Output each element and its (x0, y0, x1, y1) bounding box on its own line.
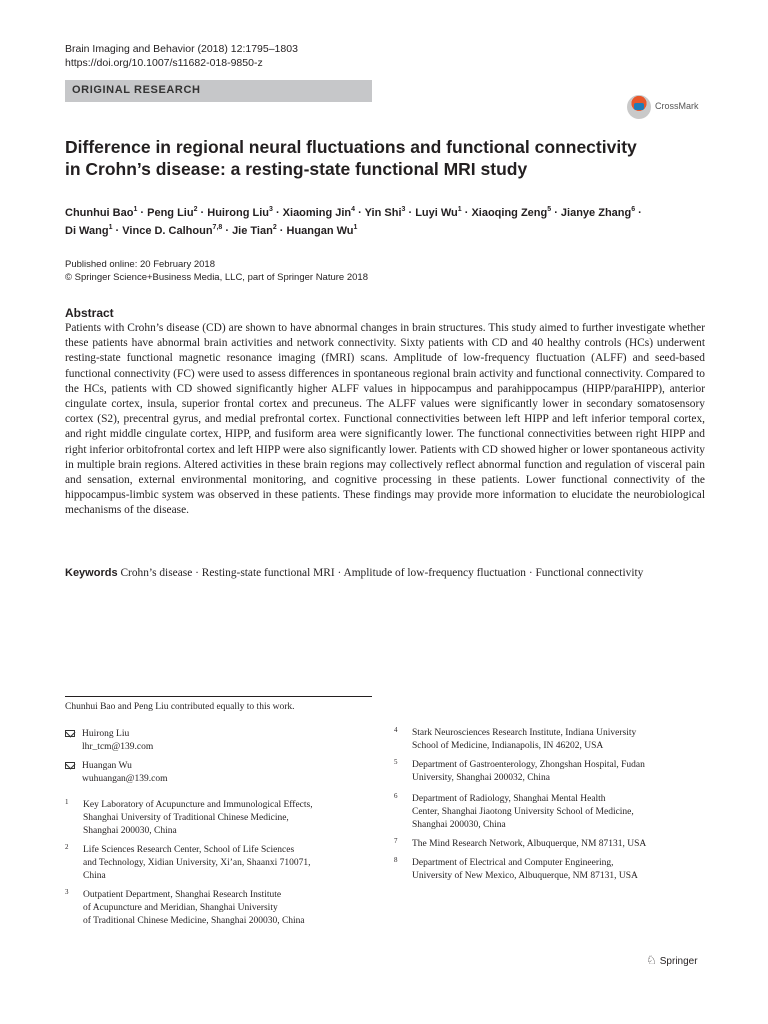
affiliation-line: of Traditional Chinese Medicine, Shanghai 200030, China (83, 916, 305, 926)
affiliation-line: University, Shanghai 200032, China (412, 773, 550, 783)
abstract-body: Patients with Crohn’s disease (CD) are shown to have abnormal changes in brain structures. This study aimed to further investigate whether these patients have abnormal brain activities and network connectivity. Sixty patients with CD and 40 healthy controls (HCs) underwent resting-state functional magnetic resonance imaging (fMRI) scans. Amplitude of low-frequency fluctuation (ALFF) and seed-based functional connectivity (FC) were used to assess differences in spontaneous regional brain activity and functional connectivity. Compared to the HCs, patients with CD showed significantly higher ALFF values in hippocampus and parahippocampus (HIPP/paraHIPP), anterior cingulate cortex, insula, superior frontal cortex and precuneus. The ALFF values were significantly lower in secondary somatosensory cortex (S2), precentral gyrus, and medial prefrontal cortex. Functional connectivities between left HIPP and left inferior temporal cortex, and right middle cingulate cortex, HIPP, and fusiform area were significantly lower. The functional connectivities between right HIPP and right inferior orbitofrontal cortex and left HIPP were also significantly lower. Patients with CD showed higher or lower spontaneous activity in multiple brain regions. Altered activities in these brain regions may collectively reflect abnormal function and regulation of visceral pain and sensation, external environmental monitoring, and cognitive processing in these patients. Lower functional connectivity of the hippocampus-limbic system was observed in these patients. These findings may provide more information to elucidate the neurobiological mechanisms of the disease. (65, 322, 705, 517)
affiliation-line: The Mind Research Network, Albuquerque, NM 87131, USA (412, 839, 647, 849)
author-affiliation-mark: 6 (631, 206, 636, 213)
copyright-notice: © Springer Science+Business Media, LLC, part of Springer Nature 2018 (65, 272, 368, 283)
affiliation-line: School of Medicine, Indianapolis, IN 46202, USA (412, 741, 604, 751)
author-affiliation-mark: 1 (133, 206, 138, 213)
equal-contribution-note: Chunhui Bao and Peng Liu contributed equally to this work. (65, 702, 295, 712)
corresponding-author (65, 760, 365, 788)
section-band (65, 80, 372, 102)
author (207, 207, 273, 219)
affiliation (394, 759, 694, 785)
corresponding-author-email[interactable]: lhr_tcm@139.com (82, 742, 154, 752)
author (65, 207, 137, 219)
affiliation-number: 6 (394, 792, 398, 800)
affiliation (65, 844, 365, 883)
author-name: Peng Liu (147, 207, 194, 219)
author (415, 207, 461, 219)
affiliation-line: Department of Radiology, Shanghai Mental Health (412, 794, 606, 804)
author-list: Chunhui Bao$^1$ · Peng Liu$^2$ · Huirong Liu$^3$ · Xiaoming Jin$^4$ · Yin Shi$^3$ · Luyi $Wu^1$ · Xiaoqing Zeng$^5$ · Jianye Zhang$^6$ · Di Wang$^1$ · Vince D. Calhoun$^{7,8}$ · Jie Tian$^2$ · Huangan Wu$^1$ (65, 206, 642, 237)
author-affiliation-mark: 1 (457, 206, 462, 213)
crossmark-icon (627, 95, 651, 119)
publisher-logo (646, 953, 698, 967)
affiliation (394, 793, 694, 832)
author (122, 225, 222, 237)
affiliation-line: Outpatient Department, Shanghai Research Institute (83, 890, 282, 900)
author (232, 225, 277, 237)
corresponding-author-name: Huangan Wu (82, 761, 132, 771)
author-affiliation-mark: 1 (108, 224, 113, 231)
affiliation-number: 4 (394, 726, 398, 734)
author (287, 225, 358, 237)
envelope-icon (65, 730, 75, 737)
affiliation-number: 7 (394, 837, 398, 845)
footnote-divider (65, 696, 372, 697)
author-affiliation-mark: 2 (272, 224, 277, 231)
title-line-2: in Crohn’s disease: a resting-state functional MRI study (65, 159, 528, 179)
title-line-1: Difference in regional neural fluctuations and functional connectivity (65, 137, 637, 157)
author (147, 207, 197, 219)
article-title (65, 136, 705, 180)
affiliation-line: University of New Mexico, Albuquerque, NM 87131, USA (412, 871, 638, 881)
affiliation-line: Center, Shanghai Jiaotong University School of Medicine, (412, 807, 634, 817)
affiliation (65, 799, 365, 838)
keywords-text: Crohn’s disease · Resting-state functional MRI · Amplitude of low-frequency fluctuation · Functional connectivity (120, 567, 644, 579)
author-affiliation-mark: 4 (351, 206, 356, 213)
corresponding-author (65, 728, 365, 756)
author (365, 207, 406, 219)
abstract-heading: Abstract (65, 306, 114, 320)
affiliation-line: Shanghai 200030, China (412, 820, 506, 830)
author (561, 207, 635, 219)
affiliation-line: China (83, 871, 106, 881)
author-affiliation-mark: 1 (353, 224, 358, 231)
author-name: Jianye Zhang (560, 207, 632, 219)
affiliation-number: 5 (394, 758, 398, 766)
journal-header (65, 42, 298, 70)
affiliation (394, 838, 694, 851)
author-name: Huangan Wu (286, 225, 354, 237)
author-name: Yin Shi (364, 207, 402, 219)
author-name: Jie Tian (232, 225, 273, 237)
publication-info (65, 258, 368, 284)
affiliation-line: Key Laboratory of Acupuncture and Immunological Effects, (83, 800, 313, 810)
affiliation (65, 889, 365, 928)
author (471, 207, 551, 219)
corresponding-author-name: Huirong Liu (82, 729, 130, 739)
published-date: Published online: 20 February 2018 (65, 259, 215, 270)
affiliation-line: Stark Neurosciences Research Institute, Indiana University (412, 728, 637, 738)
affiliation (394, 727, 694, 753)
author-name: Luyi Wu (415, 207, 458, 219)
springer-horse-icon: ♘ (646, 953, 657, 967)
affiliation-line: Department of Electrical and Computer Engineering, (412, 858, 614, 868)
affiliation-line: Shanghai 200030, China (83, 826, 177, 836)
affiliation-line: Life Sciences Research Center, School of Life Sciences (83, 845, 295, 855)
crossmark-label: CrossMark (655, 101, 699, 111)
affiliation-number: 1 (65, 798, 69, 806)
author-name: Di Wang (65, 225, 109, 237)
keywords (65, 566, 705, 582)
affiliation-number: 8 (394, 856, 398, 864)
author (65, 225, 113, 237)
keywords-label: Keywords (65, 567, 118, 579)
author-affiliation-mark: 5 (547, 206, 552, 213)
crossmark-badge[interactable] (627, 92, 705, 122)
author (283, 207, 355, 219)
doi-link[interactable]: https://doi.org/10.1007/s11682-018-9850-z (65, 57, 263, 69)
publisher-name: Springer (659, 956, 698, 967)
affiliation-number: 3 (65, 888, 69, 896)
author-name: Chunhui Bao (65, 207, 134, 219)
affiliation-number: 2 (65, 843, 69, 851)
affiliation (394, 857, 694, 883)
author-affiliation-mark: 3 (268, 206, 273, 213)
affiliation-line: Department of Gastroenterology, Zhongshan Hospital, Fudan (412, 760, 645, 770)
section-label: ORIGINAL RESEARCH (72, 84, 201, 96)
author-name: Xiaoming Jin (282, 207, 352, 219)
affiliation-line: and Technology, Xidian University, Xi’an, Shaanxi 710071, (83, 858, 311, 868)
corresponding-author-email[interactable]: wuhuangan@139.com (82, 774, 168, 784)
author-name: Xiaoqing Zeng (471, 207, 548, 219)
journal-citation: Brain Imaging and Behavior (2018) 12:1795–1803 (65, 43, 298, 55)
envelope-icon (65, 762, 75, 769)
author-name: Vince D. Calhoun (122, 225, 213, 237)
affiliation-line: Shanghai University of Traditional Chinese Medicine, (83, 813, 289, 823)
affiliation-line: of Acupuncture and Meridian, Shanghai University (83, 903, 278, 913)
author-affiliation-mark: 7,8 (212, 224, 223, 231)
author-affiliation-mark: 2 (193, 206, 198, 213)
author-affiliation-mark: 3 (401, 206, 406, 213)
author-name: Huirong Liu (207, 207, 269, 219)
